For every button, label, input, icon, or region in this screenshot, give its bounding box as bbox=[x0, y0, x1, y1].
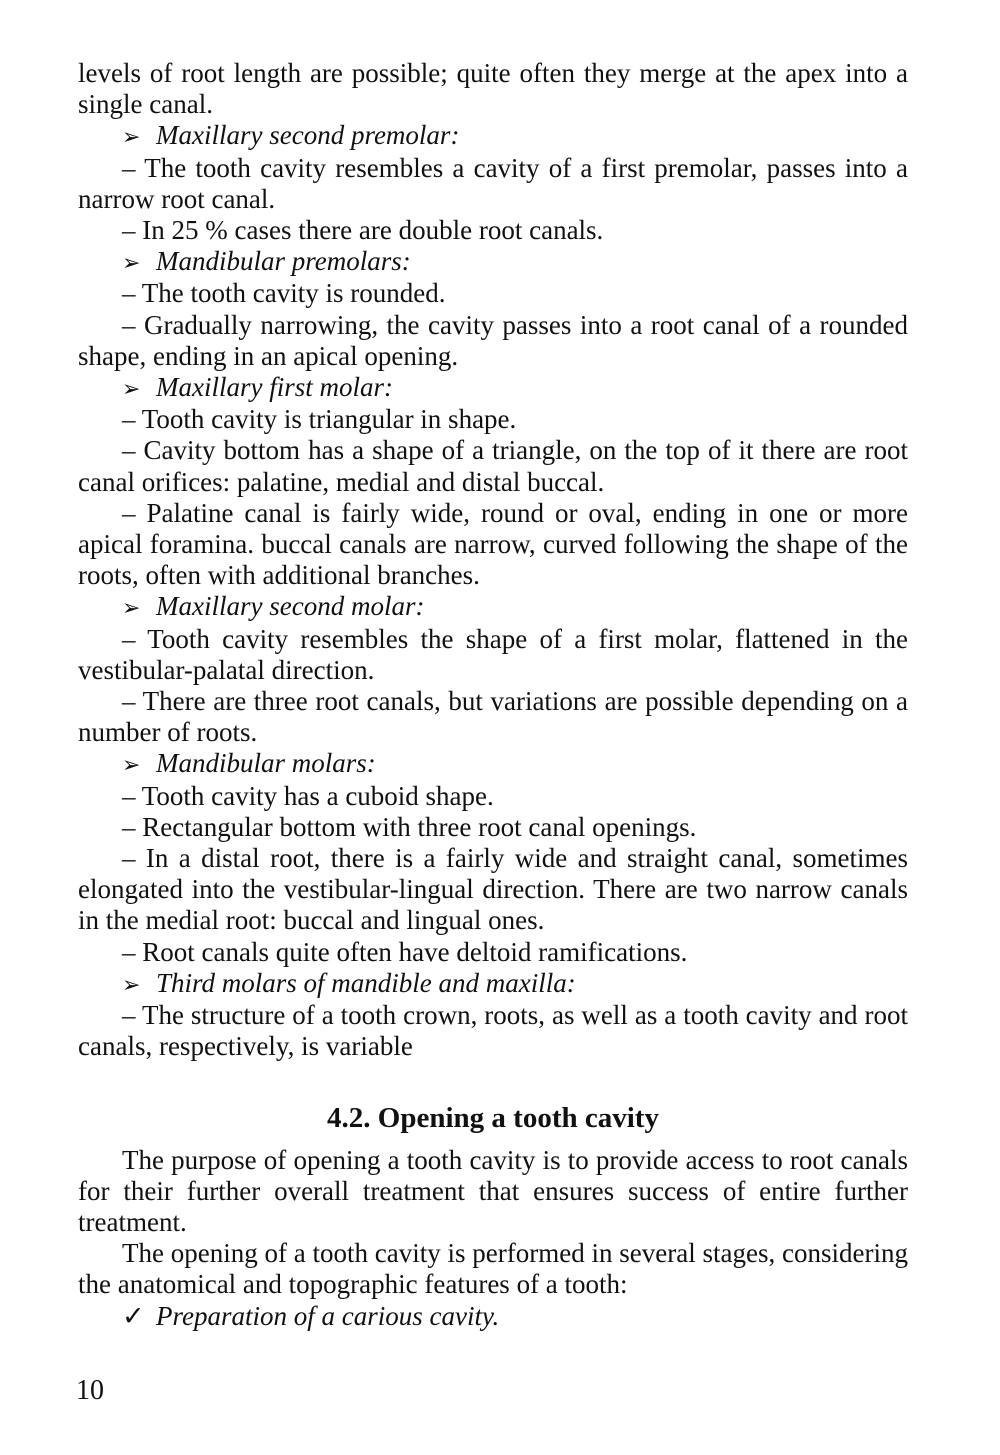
page-content bbox=[78, 58, 908, 1332]
subheading-maxillary-second-molar: ➢ Maxillary second molar: bbox=[78, 591, 908, 623]
text-line: – Tooth cavity is triangular in shape. bbox=[122, 404, 517, 435]
arrow-bullet-icon: ➢ bbox=[122, 971, 141, 997]
text-line: – The structure of a tooth crown, roots, as well as a tooth cavity and root canals, respectively, is variable bbox=[78, 1000, 908, 1062]
subheading-maxillary-second-premolar: ➢ Maxillary second premolar: bbox=[78, 120, 908, 152]
subheading-mandibular-molars: ➢ Mandibular molars: bbox=[78, 748, 908, 780]
text-line: – There are three root canals, but variations are possible depending on a number of roots. bbox=[78, 686, 908, 748]
text-line: – Gradually narrowing, the cavity passes into a root canal of a rounded shape, ending in an apical opening. bbox=[78, 309, 908, 371]
section-title: 4.2. Opening a tooth cavity bbox=[327, 1101, 659, 1134]
text-line: – Cavity bottom has a shape of a triangle, on the top of it there are root canal orifices: palatine, medial and distal buccal. bbox=[78, 435, 908, 497]
text-line: – Root canals quite often have deltoid ramifications. bbox=[122, 936, 688, 967]
arrow-bullet-icon: ➢ bbox=[122, 752, 141, 778]
text-line: – The tooth cavity is rounded. bbox=[122, 278, 446, 309]
paragraph: The opening of a tooth cavity is performed in several stages, considering the anatomical and topographic features of a tooth: bbox=[78, 1238, 908, 1300]
text-line: – Rectangular bottom with three root canal openings. bbox=[122, 811, 697, 842]
text-line: – The tooth cavity resembles a cavity of a first premolar, passes into a narrow root canal. bbox=[78, 152, 908, 214]
text-line: – Palatine canal is fairly wide, round or oval, ending in one or more apical foramina. buccal canals are narrow, curved following the shape of the roots, often with additional branches. bbox=[78, 497, 908, 591]
arrow-bullet-icon: ➢ bbox=[122, 376, 141, 402]
text-line: – In 25 % cases there are double root canals. bbox=[122, 215, 604, 246]
arrow-bullet-icon: ➢ bbox=[122, 595, 141, 621]
paragraph: The purpose of opening a tooth cavity is to provide access to root canals for their further overall treatment that ensures success of entire further treatment. bbox=[78, 1144, 908, 1237]
checklist-item: ✓ Preparation of a carious cavity. bbox=[122, 1300, 500, 1331]
text-line: – Tooth cavity resembles the shape of a first molar, flattened in the vestibular-palatal direction. bbox=[78, 623, 908, 685]
text-line: – In a distal root, there is a fairly wide and straight canal, sometimes elongated into the vestibular-lingual direction. There are two narrow canals in the medial root: buccal and lingual ones. bbox=[78, 843, 908, 936]
arrow-bullet-icon: ➢ bbox=[122, 124, 141, 150]
check-mark-icon: ✓ bbox=[122, 1300, 145, 1331]
text-line: – Tooth cavity has a cuboid shape. bbox=[122, 780, 494, 811]
subheading-maxillary-first-molar: ➢ Maxillary first molar: bbox=[78, 372, 908, 404]
subheading-third-molars: ➢ Third molars of mandible and maxilla: bbox=[78, 968, 908, 1000]
text-line: levels of root length are possible; quite often they merge at the apex into a single canal. bbox=[78, 58, 908, 120]
page-number: 10 bbox=[76, 1375, 104, 1406]
arrow-bullet-icon: ➢ bbox=[122, 250, 141, 276]
subheading-mandibular-premolars: ➢ Mandibular premolars: bbox=[78, 246, 908, 278]
